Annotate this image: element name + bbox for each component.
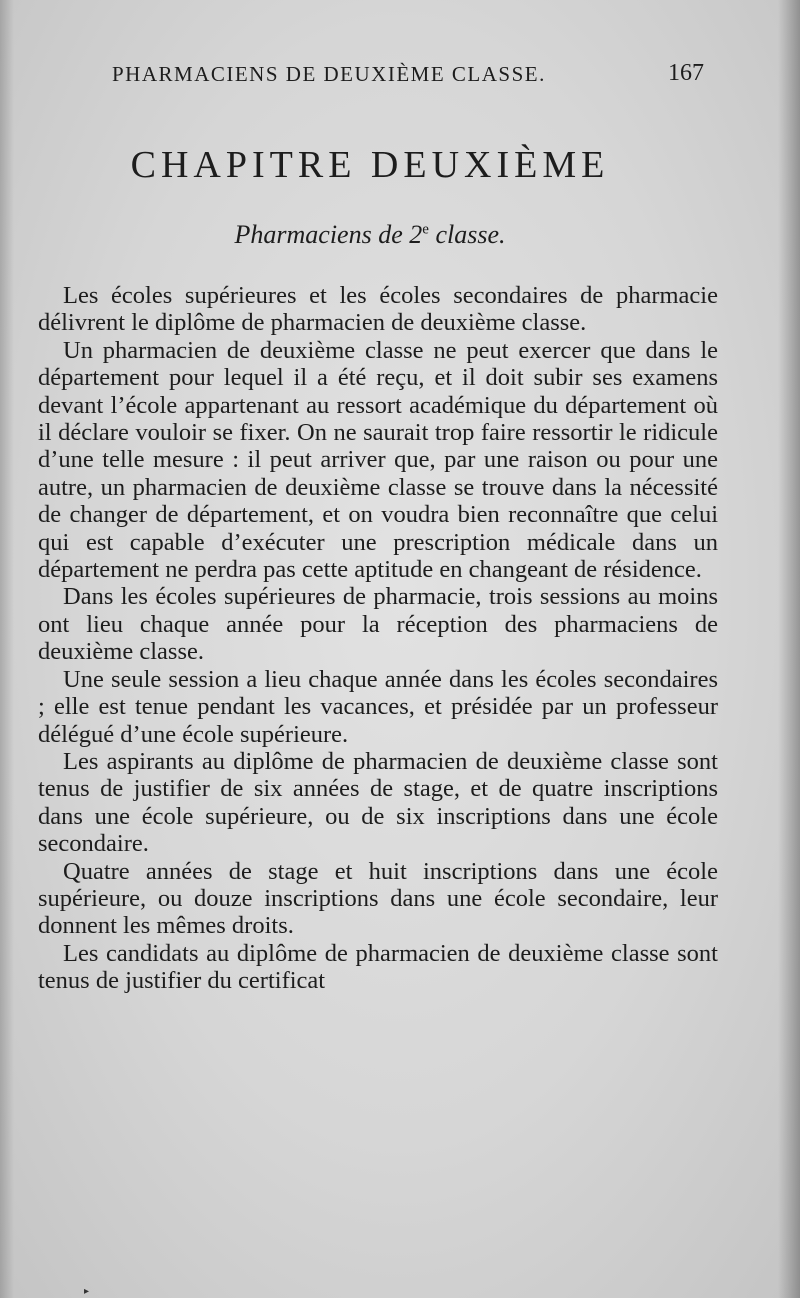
page-edge-shadow-right: [778, 0, 800, 1298]
paragraph-5: Les aspirants au diplôme de pharmacien de deuxième classe sont tenus de justifier de six années de stage, et de quatre inscriptions dans une école supérieure, ou de six inscriptions dans une école secondaire.: [38, 747, 718, 858]
print-mark-arrow: ▸: [84, 1286, 90, 1297]
section-title: [0, 220, 740, 250]
running-title: PHARMACIENS DE DEUXIÈME CLASSE.: [112, 62, 546, 86]
page-number: 167: [668, 60, 704, 86]
paragraph-3: Dans les écoles supérieures de pharmacie, trois sessions au moins ont lieu chaque année pour la réception des pharmaciens de deuxième classe.: [38, 583, 718, 666]
paragraph-7: Les candidats au diplôme de pharmacien de deuxième classe sont tenus de justifier du certificat: [38, 939, 718, 995]
page-edge-shadow-left: [0, 0, 14, 1298]
section-title-superscript: e: [422, 221, 429, 238]
running-header: [112, 62, 710, 92]
paragraph-1: Les écoles supérieures et les écoles secondaires de pharmacie délivrent le diplôme de pharmacien de deuxième classe.: [38, 282, 718, 337]
section-title-suffix: classe.: [428, 220, 506, 249]
paragraph-4: Une seule session a lieu chaque année dans les écoles secondaires ; elle est tenue pendant les vacances, et présidée par un professeur délégué d’une école supérieure.: [38, 665, 718, 748]
paragraph-6: Quatre années de stage et huit inscriptions dans une école supérieure, ou douze inscriptions dans une école secondaire, leur donnent les mêmes droits.: [38, 857, 718, 940]
paragraph-2: Un pharmacien de deuxième classe ne peut exercer que dans le département pour lequel il a été reçu, et il doit subir ses examens devant l’école appartenant au ressort académique du département où il déclare vouloir se fixer. On ne saurait trop faire ressortir le ridicule d’une telle mesure : il peut arriver que, par une raison ou pour une autre, un pharmacien de deuxième classe se trouve dans la nécessité de changer de département, et on voudra bien reconnaître que celui qui est capable d’exécuter une prescription médicale dans un département ne perdra pas cette aptitude en changeant de résidence.: [38, 336, 718, 584]
chapter-title: CHAPITRE DEUXIÈME: [130, 144, 610, 186]
section-title-text: Pharmaciens de 2: [234, 220, 423, 249]
body-text: [38, 282, 718, 995]
